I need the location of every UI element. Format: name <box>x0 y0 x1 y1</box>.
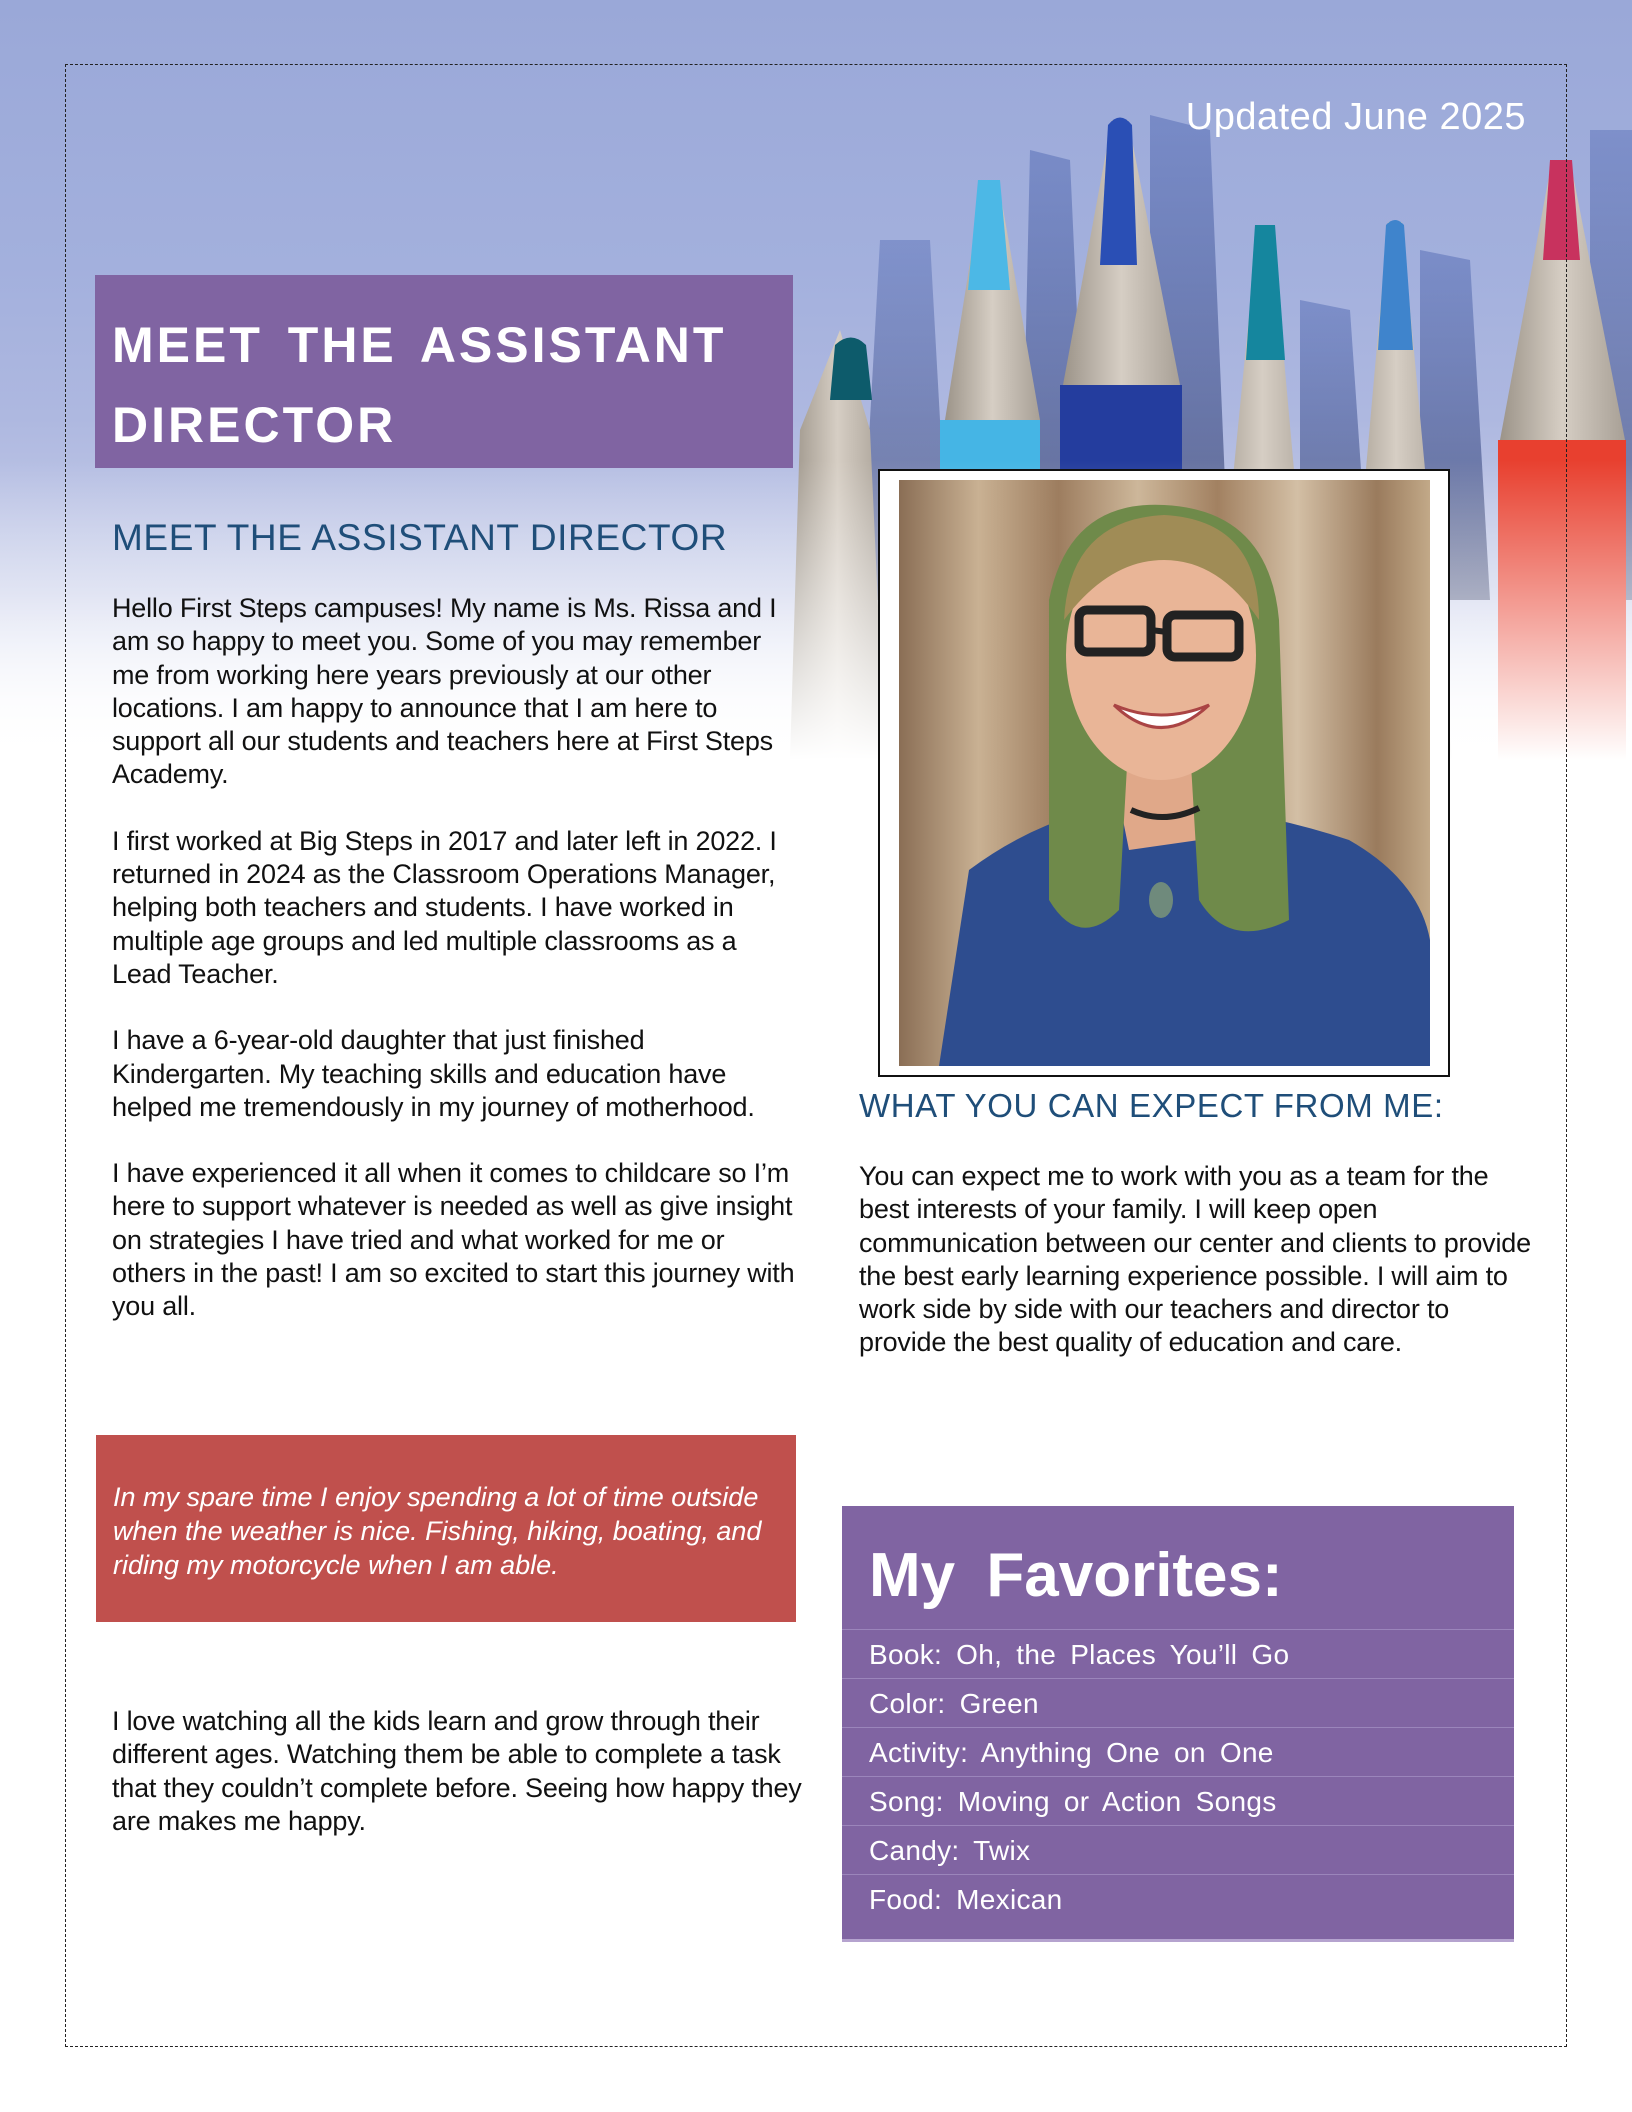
expect-paragraph: You can expect me to work with you as a team for the best interests of your family. I will keep open communication between our center and clients to provide the best early learning experience possible. I will aim to work side by side with our teachers and director to provide the best quality of education and care. <box>859 1161 1531 1358</box>
favorites-box <box>842 1506 1514 1942</box>
title-banner <box>95 275 793 468</box>
intro-paragraph: I first worked at Big Steps in 2017 and later left in 2022. I returned in 2024 as the Classroom Operations Manager, helping both teachers and students. I have worked in multiple age groups and led multiple classrooms as a Lead Teacher. <box>112 825 777 989</box>
favorites-list <box>842 1629 1514 1923</box>
portrait-photo <box>899 480 1430 1066</box>
favorite-item-book: Book: Oh, the Places You’ll Go <box>842 1629 1514 1678</box>
favorites-title: My Favorites: <box>869 1541 1283 1610</box>
love-body <box>112 1705 802 1871</box>
hobbies-text: In my spare time I enjoy spending a lot of time outside when the weather is nice. Fishing, hiking, boating, and riding my motorcycle when I am able. <box>113 1482 762 1580</box>
intro-paragraph: Hello First Steps campuses! My name is Ms. Rissa and I am so happy to meet you. Some of you may remember me from working here years previously at our other locations. I am happy to announce that I am here to support all our students and teachers here at First Steps Academy. <box>112 593 777 790</box>
favorite-item-song: Song: Moving or Action Songs <box>842 1776 1514 1825</box>
updated-date: Updated June 2025 <box>1185 96 1526 138</box>
favorites-bottom-rule <box>842 1939 1514 1942</box>
intro-paragraph: I have experienced it all when it comes to childcare so I’m here to support whatever is needed as well as give insight on strategies I have tried and what worked for me or others in the past! I am so excited to start this journey with you all. <box>112 1158 795 1322</box>
hobbies-callout <box>96 1435 796 1622</box>
photo-frame <box>878 469 1450 1077</box>
intro-paragraph: I have a 6-year-old daughter that just finished Kindergarten. My teaching skills and education have helped me tremendously in my journey of motherhood. <box>112 1025 755 1122</box>
expect-heading: WHAT YOU CAN EXPECT FROM ME: <box>859 1087 1444 1124</box>
favorite-item-activity: Activity: Anything One on One <box>842 1727 1514 1776</box>
title-line-1: MEET THE ASSISTANT <box>112 317 727 373</box>
intro-heading: MEET THE ASSISTANT DIRECTOR <box>112 517 728 558</box>
portrait-image <box>899 480 1430 1066</box>
favorite-item-food: Food: Mexican <box>842 1874 1514 1923</box>
intro-body <box>112 592 798 1357</box>
favorite-item-color: Color: Green <box>842 1678 1514 1727</box>
love-paragraph: I love watching all the kids learn and grow through their different ages. Watching them be able to complete a task that they couldn’t complete before. Seeing how happy they are makes me happy. <box>112 1706 802 1836</box>
expect-body <box>859 1160 1539 1393</box>
title-line-2: DIRECTOR <box>112 397 397 453</box>
favorite-item-candy: Candy: Twix <box>842 1825 1514 1874</box>
